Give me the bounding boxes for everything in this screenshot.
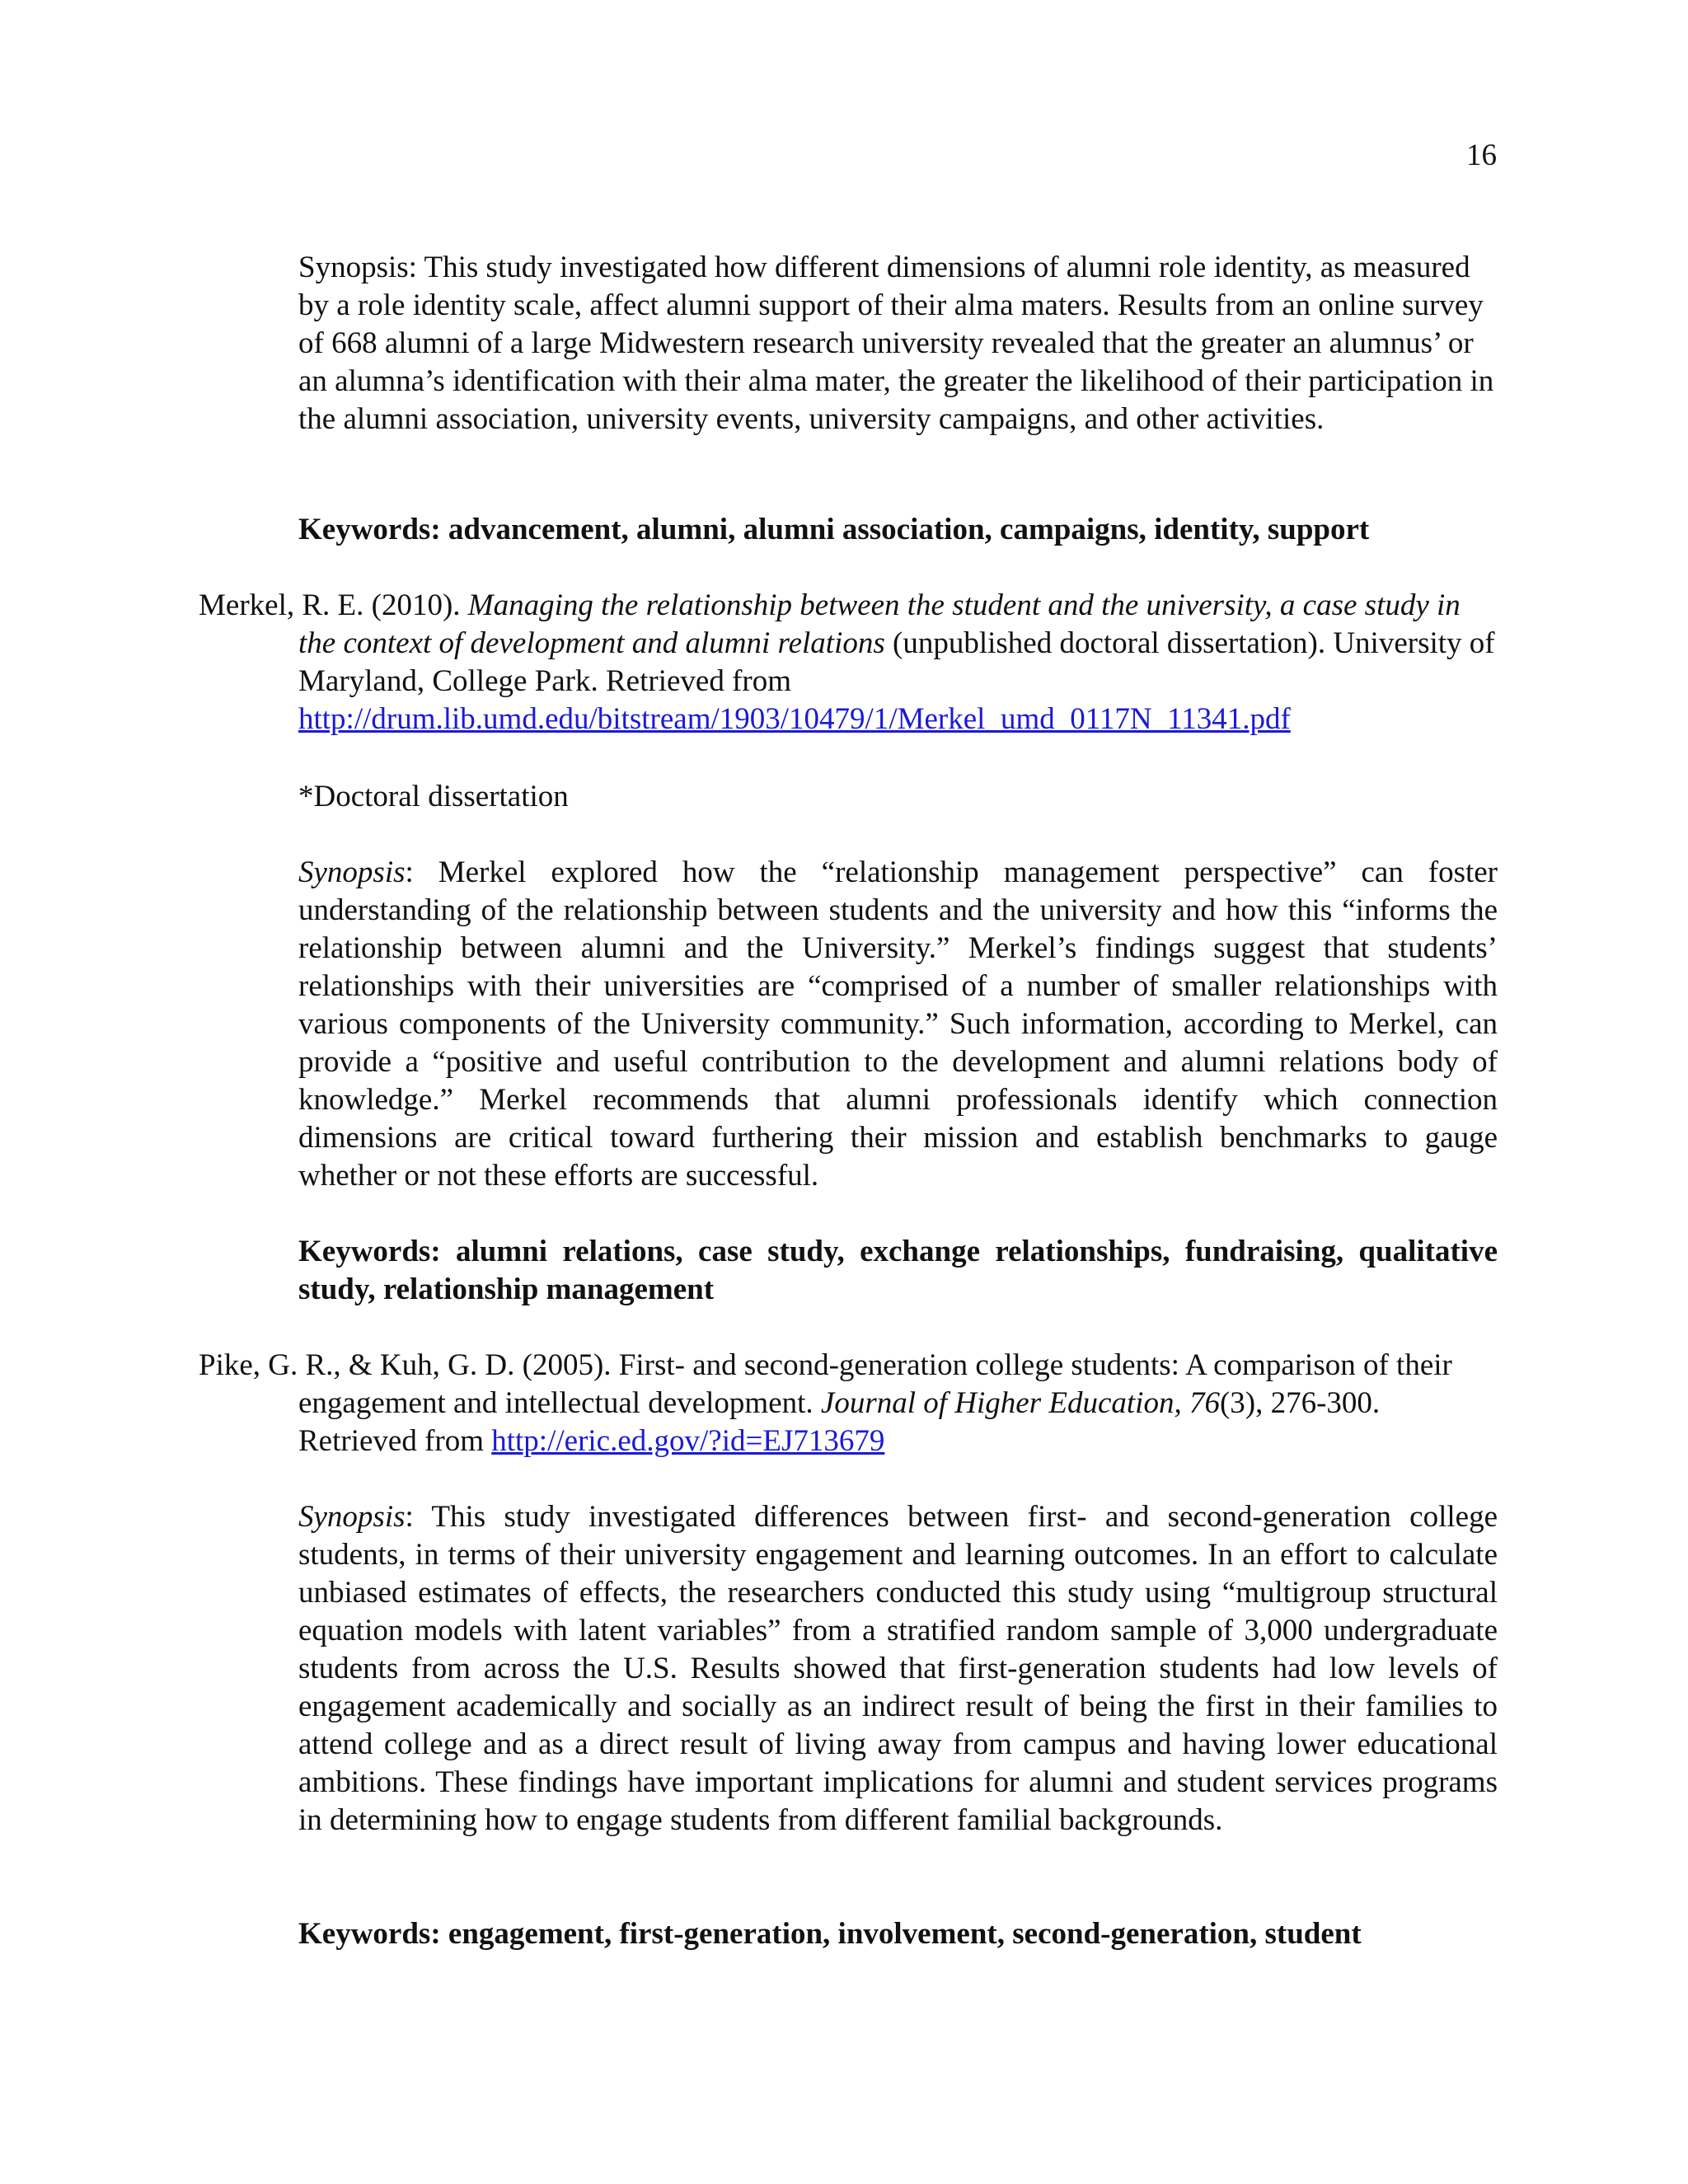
reference-title: Managing the relationship between the student and the university, a case study in the context of development and alumni relations [298, 588, 1461, 660]
entry3-keywords: Keywords: engagement, first-generation, involvement, second-generation, student [298, 1917, 1362, 1951]
entry2-note: *Doctoral dissertation [298, 780, 569, 813]
page-number: 16 [1466, 138, 1497, 172]
entry3-synopsis [298, 1498, 1498, 1840]
synopsis-text: : This study investigated differences between first- and second-generation college students, in terms of their university engagement and learning outcomes. In an effort to calculate unbiased estimates of effects, the researchers conducted this study using “multigroup structural equation models with latent variables” from a stratified random sample of 3,000 undergraduate students from across the U.S. Results showed that first-generation students had low levels of engagement academically and socially as an indirect result of being the first in their families to attend college and as a direct result of living away from campus and having lower educational ambitions. These findings have important implications for alumni and student services programs in determining how to engage students from different familial backgrounds. [298, 1500, 1498, 1837]
reference-url-link[interactable]: http://drum.lib.umd.edu/bitstream/1903/10479/1/Merkel_umd_0117N_11341.pdf [298, 702, 1291, 736]
synopsis-label: Synopsis [298, 855, 406, 889]
reference-pike-kuh [199, 1347, 1498, 1460]
synopsis-label: Synopsis [298, 1500, 406, 1534]
entry2-synopsis [298, 854, 1498, 1195]
reference-authors-title: Pike, G. R., & Kuh, G. D. (2005). First- and second-generation college students: A comparison of their engagement and intellectual development. [199, 1348, 1452, 1420]
synopsis-text: : Merkel explored how the “relationship management perspective” can foster understanding of the relationship between students and the university and how this “informs the relationship between alumni and the University.” Merkel’s findings suggest that students’ relationships with their universities are “comprised of a number of smaller relationships with various components of the University community.” Such information, according to Merkel, can provide a “positive and useful contribution to the development and alumni relations body of knowledge.” Merkel recommends that alumni professionals identify which connection dimensions are critical toward furthering their mission and establish benchmarks to gauge whether or not these efforts are successful. [298, 855, 1498, 1193]
entry1-keywords: Keywords: advancement, alumni, alumni association, campaigns, identity, support [298, 513, 1370, 546]
reference-issue-pages: (3), 276-300. Retrieved from [298, 1386, 1381, 1458]
reference-journal: Journal of Higher Education, 76 [820, 1386, 1220, 1420]
reference-merkel [199, 587, 1498, 738]
entry1-synopsis: Synopsis: This study investigated how different dimensions of alumni role identity, as measured by a role identity scale, affect alumni support of their alma maters. Results from an online survey of 668 alumni of a large Midwestern research university revealed that the greater an alumnus’ or an alumna’s identification with their alma mater, the greater the likelihood of their participation in the alumni association, university events, university campaigns, and other activities. [298, 251, 1494, 436]
reference-url-link[interactable]: http://eric.ed.gov/?id=EJ713679 [491, 1424, 885, 1458]
entry2-keywords: Keywords: alumni relations, case study, exchange relationships, fundraising, qualitative study, relationship management [298, 1235, 1498, 1306]
reference-authors: Merkel, R. E. (2010). [199, 588, 468, 622]
reference-details: (unpublished doctoral dissertation). University of Maryland, College Park. Retrieved from [298, 626, 1495, 698]
